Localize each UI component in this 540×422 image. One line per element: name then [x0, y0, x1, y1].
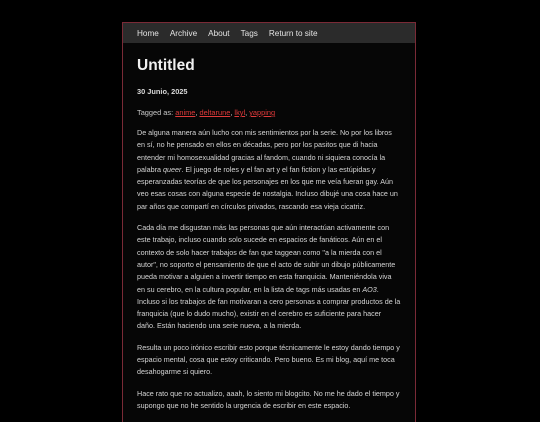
nav-archive[interactable]: Archive	[169, 28, 198, 38]
top-nav	[123, 23, 415, 43]
tag-deltarune[interactable]: deltarune	[199, 108, 231, 117]
post-paragraph	[137, 388, 401, 413]
tag-anime[interactable]: anime	[175, 108, 196, 117]
post-title: Untitled	[137, 57, 195, 74]
post-content	[123, 43, 415, 412]
paragraph-text: De alguna manera aún lucho con mis sentimientos por la serie. No por los libros en sí, no he pensado en ellos en décadas, pero por los pasitos que di hacia entender mi homosexualidad gracias al fandom, cuando ni siquiera conocía la palabra	[137, 128, 392, 174]
post-paragraph	[137, 342, 401, 379]
nav-tags[interactable]: Tags	[240, 28, 258, 38]
tags-prefix: Tagged as:	[137, 108, 174, 117]
paragraph-text: Cada día me disgustan más las personas que aún interactúan activamente con este trabajo, incluso cuando solo sucede en espacios de fanáticos. Aún en el contexto de solo hacer trabajos de fan que taggean como "a la mierda con el autor", no soporto el pensamiento de que el acto de subir un dibujo públicamente pueda motivar a alguien a invertir tiempo en esta franquicia. Manteniéndola viva en su cerebro, en la cultura popular, en la lista de tags más usadas en	[137, 223, 396, 294]
paragraph-text: . El juego de roles y el fan art y el fan fiction y las estúpidas y esperanzadas teorías de que los personajes en los que me veía fueran gay. Aún veo esas cosas con alguna especie de nostalgia. Incluso dibujé una cosa hace un par años que compartí en círculos privados, rascando esa vieja cicatriz.	[137, 164, 398, 211]
nav-return-to-site[interactable]: Return to site	[268, 28, 318, 38]
post-paragraph	[137, 127, 401, 213]
tag-lkyl[interactable]: lkyl	[234, 108, 246, 117]
post-body	[137, 127, 401, 412]
emphasis-text: queer	[162, 164, 182, 174]
post-paragraph	[137, 222, 401, 333]
post-date: 30 Junio, 2025	[137, 87, 188, 96]
emphasis-text: AO3	[362, 284, 377, 294]
post-tags: Tagged as: anime, deltarune, lkyl, yapping	[137, 108, 276, 117]
nav-about[interactable]: About	[208, 28, 230, 38]
paragraph-text: . Incluso si los trabajos de fan motivaran a cero personas a comprar productos de la franquicia (que lo dudo mucho), existir en el cerebro es suficiente para hacer daño. Están haciendo una serie nueva, a la mierda.	[137, 284, 401, 331]
nav-home[interactable]: Home	[137, 28, 159, 38]
tag-yapping[interactable]: yapping	[249, 108, 276, 117]
paragraph-text: Hace rato que no actualizo, aaah, lo siento mi blogcito. No me he dado el tiempo y supongo que no he sentido la urgencia de escribir en este espacio.	[137, 388, 400, 410]
paragraph-text: Resulta un poco irónico escribir esto porque técnicamente le estoy dando tiempo y espacio mental, cosa que estoy criticando. Pero bueno. Es mi blog, aquí me toca desahogarme si quiero.	[137, 342, 400, 377]
post-frame	[122, 22, 416, 422]
